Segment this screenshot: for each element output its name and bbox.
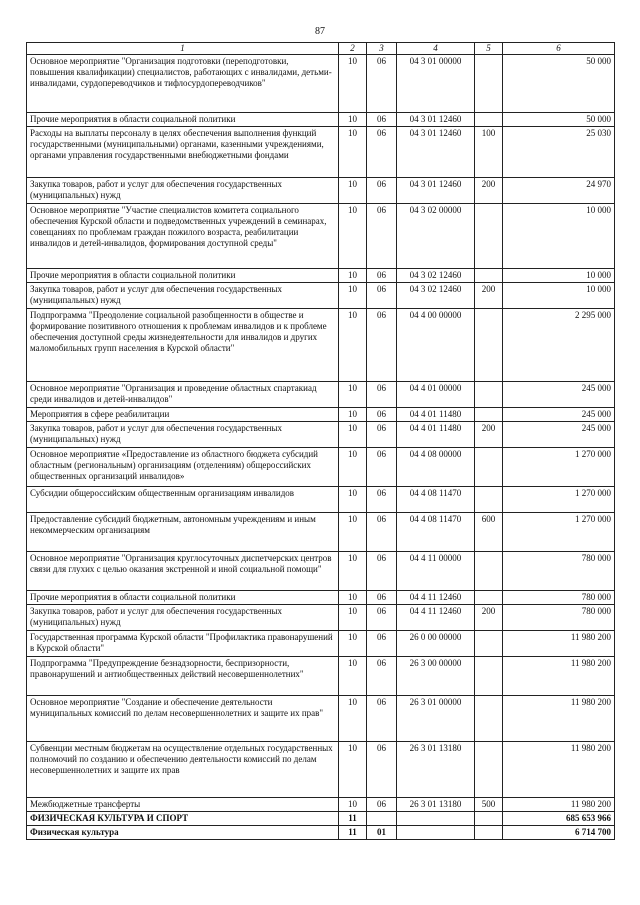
row-amount: 780 000 <box>503 591 615 605</box>
row-amount: 6 714 700 <box>503 826 615 840</box>
row-section: 10 <box>339 55 367 113</box>
table-row <box>27 591 615 605</box>
row-amount: 50 000 <box>503 113 615 127</box>
row-subsection: 06 <box>367 798 397 812</box>
row-subsection: 06 <box>367 657 397 696</box>
row-amount: 245 000 <box>503 382 615 408</box>
row-subsection: 06 <box>367 487 397 513</box>
row-name: Мероприятия в сфере реабилитации <box>27 408 339 422</box>
row-amount: 10 000 <box>503 269 615 283</box>
row-expense-type <box>475 269 503 283</box>
row-subsection: 06 <box>367 552 397 591</box>
row-amount: 685 653 966 <box>503 812 615 826</box>
table-row <box>27 382 615 408</box>
row-amount: 780 000 <box>503 605 615 631</box>
table-row <box>27 742 615 798</box>
table-row <box>27 269 615 283</box>
row-target-article: 04 3 02 12460 <box>397 283 475 309</box>
row-expense-type: 500 <box>475 798 503 812</box>
row-expense-type <box>475 552 503 591</box>
row-expense-type: 100 <box>475 127 503 178</box>
row-section: 10 <box>339 657 367 696</box>
row-subsection: 06 <box>367 448 397 487</box>
row-expense-type: 200 <box>475 422 503 448</box>
row-amount: 11 980 200 <box>503 657 615 696</box>
row-target-article: 04 4 01 00000 <box>397 382 475 408</box>
row-target-article: 26 3 01 13180 <box>397 742 475 798</box>
row-amount: 1 270 000 <box>503 448 615 487</box>
row-subsection: 06 <box>367 605 397 631</box>
row-amount: 10 000 <box>503 204 615 269</box>
row-expense-type <box>475 826 503 840</box>
row-expense-type <box>475 55 503 113</box>
row-name: Основное мероприятие «Предоставление из областного бюджета субсидий областным (региональным) организациям (отделениям) общероссийских общественных организаций инвалидов» <box>27 448 339 487</box>
table-row <box>27 55 615 113</box>
row-target-article: 26 3 01 13180 <box>397 798 475 812</box>
row-name: ФИЗИЧЕСКАЯ КУЛЬТУРА И СПОРТ <box>27 812 339 826</box>
table-row <box>27 448 615 487</box>
row-target-article: 04 4 08 11470 <box>397 513 475 552</box>
row-subsection: 06 <box>367 422 397 448</box>
row-target-article: 04 3 01 12460 <box>397 178 475 204</box>
row-target-article: 04 3 01 00000 <box>397 55 475 113</box>
row-amount: 11 980 200 <box>503 631 615 657</box>
row-name: Субвенции местным бюджетам на осуществление отдельных государственных полномочий по созданию и обеспечению деятельности комиссий по делам несовершеннолетних и защите их прав <box>27 742 339 798</box>
row-target-article: 04 4 11 12460 <box>397 605 475 631</box>
row-subsection: 06 <box>367 178 397 204</box>
row-subsection: 06 <box>367 696 397 742</box>
table-row <box>27 113 615 127</box>
row-subsection: 06 <box>367 591 397 605</box>
row-section: 10 <box>339 552 367 591</box>
table-row <box>27 178 615 204</box>
row-expense-type <box>475 657 503 696</box>
row-target-article: 04 3 02 00000 <box>397 204 475 269</box>
row-target-article: 04 3 01 12460 <box>397 113 475 127</box>
row-section: 10 <box>339 422 367 448</box>
table-row <box>27 657 615 696</box>
row-target-article: 04 4 11 12460 <box>397 591 475 605</box>
row-amount: 11 980 200 <box>503 742 615 798</box>
row-expense-type <box>475 812 503 826</box>
row-name: Основное мероприятие "Организация подготовки (переподготовки, повышения квалификации) специалистов, работающих с инвалидами, детьми-инвалидами, сурдопереводчиков и тифлосурдопереводчиков" <box>27 55 339 113</box>
table-row <box>27 487 615 513</box>
row-name: Закупка товаров, работ и услуг для обеспечения государственных (муниципальных) нужд <box>27 283 339 309</box>
table-row <box>27 631 615 657</box>
row-expense-type: 200 <box>475 283 503 309</box>
table-row <box>27 798 615 812</box>
row-name: Основное мероприятие "Организация и проведение областных спартакиад среди инвалидов и детей-инвалидов" <box>27 382 339 408</box>
header-section: 2 <box>339 43 367 55</box>
table-row <box>27 605 615 631</box>
table-row <box>27 309 615 382</box>
row-subsection: 06 <box>367 113 397 127</box>
row-name: Закупка товаров, работ и услуг для обеспечения государственных (муниципальных) нужд <box>27 422 339 448</box>
row-target-article: 04 3 01 12460 <box>397 127 475 178</box>
row-subsection: 06 <box>367 513 397 552</box>
row-amount: 24 970 <box>503 178 615 204</box>
row-expense-type <box>475 309 503 382</box>
row-section: 10 <box>339 631 367 657</box>
row-section: 11 <box>339 812 367 826</box>
row-subsection: 06 <box>367 382 397 408</box>
row-target-article: 04 4 08 00000 <box>397 448 475 487</box>
row-name: Предоставление субсидий бюджетным, автономным учреждениям и иным некоммерческим организациям <box>27 513 339 552</box>
row-target-article: 04 4 01 11480 <box>397 422 475 448</box>
row-name: Прочие мероприятия в области социальной политики <box>27 113 339 127</box>
row-name: Прочие мероприятия в области социальной политики <box>27 591 339 605</box>
row-subsection: 06 <box>367 204 397 269</box>
row-section: 10 <box>339 487 367 513</box>
row-section: 10 <box>339 204 367 269</box>
row-amount: 780 000 <box>503 552 615 591</box>
budget-table <box>26 42 615 840</box>
row-expense-type: 200 <box>475 605 503 631</box>
header-expense-type: 5 <box>475 43 503 55</box>
header-amount: 6 <box>503 43 615 55</box>
row-expense-type: 600 <box>475 513 503 552</box>
row-name: Физическая культура <box>27 826 339 840</box>
row-target-article: 26 3 01 00000 <box>397 696 475 742</box>
row-amount: 50 000 <box>503 55 615 113</box>
row-name: Расходы на выплаты персоналу в целях обеспечения выполнения функций государственными (муниципальными) органами, казенными учреждениями, органами управления государственными внебюджетными фондами <box>27 127 339 178</box>
row-target-article: 04 4 11 00000 <box>397 552 475 591</box>
row-amount: 1 270 000 <box>503 487 615 513</box>
row-name: Подпрограмма "Предупреждение безнадзорности, беспризорности, правонарушений и антиобщественных действий несовершеннолетних" <box>27 657 339 696</box>
row-subsection: 06 <box>367 408 397 422</box>
row-section: 10 <box>339 513 367 552</box>
row-amount: 25 030 <box>503 127 615 178</box>
row-target-article <box>397 812 475 826</box>
row-target-article: 26 3 00 00000 <box>397 657 475 696</box>
table-row <box>27 552 615 591</box>
row-name: Прочие мероприятия в области социальной политики <box>27 269 339 283</box>
row-name: Субсидии общероссийским общественным организациям инвалидов <box>27 487 339 513</box>
row-target-article: 04 4 01 11480 <box>397 408 475 422</box>
row-subsection: 06 <box>367 269 397 283</box>
row-name: Основное мероприятие "Организация круглосуточных диспетчерских центров связи для глухих с целью оказания экстренной и иной социальной помощи" <box>27 552 339 591</box>
row-expense-type <box>475 742 503 798</box>
row-expense-type <box>475 487 503 513</box>
table-row <box>27 812 615 826</box>
header-name: 1 <box>27 43 339 55</box>
row-section: 10 <box>339 309 367 382</box>
row-expense-type <box>475 448 503 487</box>
row-expense-type: 200 <box>475 178 503 204</box>
row-section: 10 <box>339 448 367 487</box>
row-section: 10 <box>339 605 367 631</box>
row-section: 10 <box>339 178 367 204</box>
row-subsection: 06 <box>367 55 397 113</box>
row-subsection: 06 <box>367 742 397 798</box>
row-subsection: 06 <box>367 309 397 382</box>
row-section: 10 <box>339 408 367 422</box>
header-target-article: 4 <box>397 43 475 55</box>
row-expense-type <box>475 591 503 605</box>
row-section: 10 <box>339 127 367 178</box>
row-section: 11 <box>339 826 367 840</box>
row-subsection: 06 <box>367 631 397 657</box>
row-expense-type <box>475 408 503 422</box>
row-expense-type <box>475 696 503 742</box>
table-row <box>27 204 615 269</box>
table-row <box>27 422 615 448</box>
row-name: Межбюджетные трансферты <box>27 798 339 812</box>
row-amount: 245 000 <box>503 422 615 448</box>
table-row <box>27 127 615 178</box>
row-name: Государственная программа Курской области "Профилактика правонарушений в Курской области" <box>27 631 339 657</box>
row-section: 10 <box>339 591 367 605</box>
row-name: Закупка товаров, работ и услуг для обеспечения государственных (муниципальных) нужд <box>27 178 339 204</box>
row-target-article: 04 4 00 00000 <box>397 309 475 382</box>
row-subsection: 06 <box>367 127 397 178</box>
row-target-article <box>397 826 475 840</box>
row-amount: 11 980 200 <box>503 798 615 812</box>
table-row <box>27 513 615 552</box>
row-amount: 245 000 <box>503 408 615 422</box>
row-section: 10 <box>339 113 367 127</box>
row-name: Основное мероприятие "Участие специалистов комитета социального обеспечения Курской области и подведомственных учреждений в семинарах, совещаниях по проблемам граждан пожилого возраста, реабилитации инвалидов и детей-инвалидов, формирования доступной среды" <box>27 204 339 269</box>
row-target-article: 26 0 00 00000 <box>397 631 475 657</box>
row-subsection: 01 <box>367 826 397 840</box>
row-subsection: 06 <box>367 283 397 309</box>
row-name: Закупка товаров, работ и услуг для обеспечения государственных (муниципальных) нужд <box>27 605 339 631</box>
row-target-article: 04 4 08 11470 <box>397 487 475 513</box>
row-subsection <box>367 812 397 826</box>
table-row <box>27 283 615 309</box>
table-row <box>27 408 615 422</box>
header-subsection: 3 <box>367 43 397 55</box>
row-expense-type <box>475 382 503 408</box>
row-amount: 1 270 000 <box>503 513 615 552</box>
row-amount: 11 980 200 <box>503 696 615 742</box>
row-section: 10 <box>339 269 367 283</box>
header-row <box>27 43 615 55</box>
row-amount: 2 295 000 <box>503 309 615 382</box>
row-expense-type <box>475 631 503 657</box>
row-target-article: 04 3 02 12460 <box>397 269 475 283</box>
row-section: 10 <box>339 742 367 798</box>
page-number: 87 <box>315 26 325 37</box>
row-section: 10 <box>339 696 367 742</box>
row-amount: 10 000 <box>503 283 615 309</box>
row-section: 10 <box>339 382 367 408</box>
table-row <box>27 826 615 840</box>
row-name: Основное мероприятие "Создание и обеспечение деятельности муниципальных комиссий по делам несовершеннолетних и защите их прав" <box>27 696 339 742</box>
row-expense-type <box>475 204 503 269</box>
row-expense-type <box>475 113 503 127</box>
table-row <box>27 696 615 742</box>
row-name: Подпрограмма "Преодоление социальной разобщенности в обществе и формирование позитивного отношения к проблемам инвалидов и к проблеме обеспечения доступной среды жизнедеятельности для инвалидов и других маломобильных групп населения в Курской области" <box>27 309 339 382</box>
row-section: 10 <box>339 283 367 309</box>
row-section: 10 <box>339 798 367 812</box>
